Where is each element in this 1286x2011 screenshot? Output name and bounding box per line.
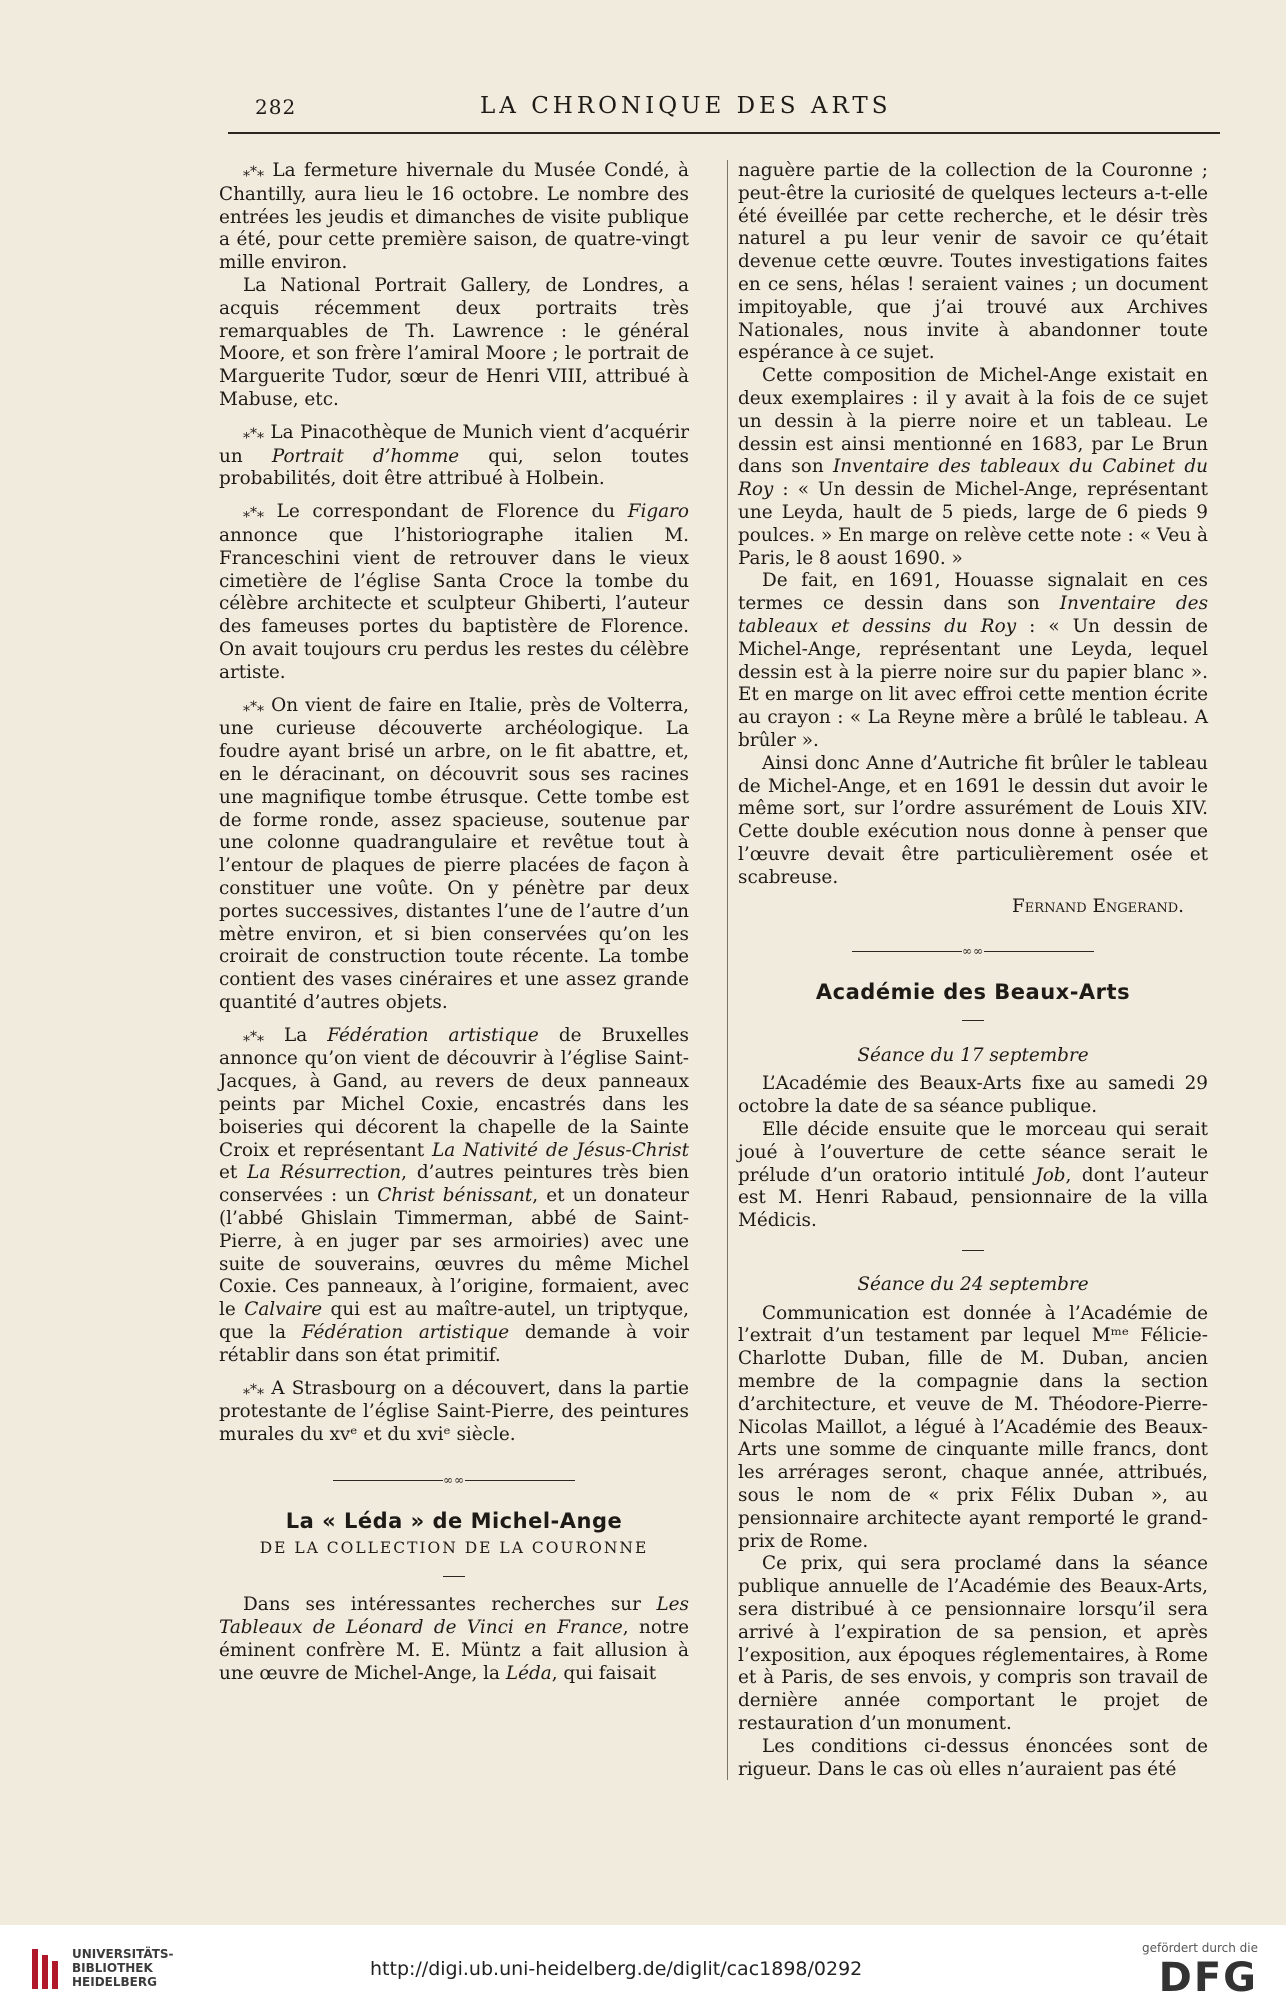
asterism: ⁎*⁎ xyxy=(243,425,264,442)
author-signature: Fernand Engerand. xyxy=(1012,895,1184,917)
session-2-paragraph-2: Ce prix, qui sera proclamé dans la séance publique annuelle de l’Académie des Beaux-Arts, sera distribué à ce pensionnaire lorsqu’il sera arrivé à l’expiration de sa pension, et après l’exposition, aux époques réglementaires, à Rome et à Paris, de ses envois, y compris son travail de dernière année comportant le projet de restauration d’un monument. xyxy=(738,1553,1208,1734)
ornamental-separator: ∞∞ xyxy=(219,1469,689,1492)
session-2-paragraph-1: Communication est donnée à l’Académie de l’extrait d’un testament par lequel Mᵐᵉ Félicie-Charlotte Duban, fille de M. Duban, ancien membre de la compagnie dans la section d’architecture, et veuve de M. Théodore-Pierre-Nicolas Maillot, a légué à l’Académie des Beaux-Arts une somme de cinquante mille francs, dont les arrérages seront, chaque année, attribués, sous le nom de « prix Félix Duban », au pensionnaire architecte ayant remporté le grand-prix de Rome. xyxy=(738,1302,1208,1552)
funded-by-label: gefördert durch die xyxy=(1142,1941,1258,1955)
asterism: ⁎*⁎ xyxy=(243,698,264,715)
session-heading-24-sept: Séance du 24 septembre xyxy=(857,1273,1089,1295)
permalink-url[interactable]: http://digi.ub.uni-heidelberg.de/diglit/cac1898/0292 xyxy=(370,1958,863,1980)
leda-article-title: La « Léda » de Michel-Ange xyxy=(285,1508,623,1533)
asterism: ⁎*⁎ xyxy=(243,505,264,522)
leda-paragraph-4: Ainsi donc Anne d’Autriche fit brûler le tableau de Michel-Ange, et en 1691 le dessin dut avoir le même sort, sur l’ordre assurément de Louis XIV. Cette double exécution nous donne à penser que l’œuvre devait être particulièrement osée et scabreuse. xyxy=(738,752,1208,888)
news-item-munich: ⁎*⁎ La Pinacothèque de Munich vient d’acquérir un Portrait d’homme qui, selon toutes probabilités, doit être attribué à Holbein. xyxy=(219,421,689,490)
ornamental-separator: ∞∞ xyxy=(738,940,1208,963)
dfg-logo: DFG xyxy=(1158,1955,1258,2001)
page-header xyxy=(220,88,1220,128)
left-column xyxy=(219,160,689,1685)
session-1-paragraph-1: L’Académie des Beaux-Arts fixe au samedi 29 octobre la date de sa séance publique. xyxy=(738,1073,1208,1118)
column-divider xyxy=(727,160,728,1780)
library-name: UNIVERSITÄTS- BIBLIOTHEK HEIDELBERG xyxy=(72,1947,174,1989)
news-item-bruxelles: ⁎*⁎ La Fédération artistique de Bruxelles annonce qu’on vient de découvrir à l’église Saint-Jacques, à Gand, au revers de deux panneaux peints par Michel Coxie, encastrés dans les boiseries qui décorent la chapelle de la Sainte Croix et représentant La Nativité de Jésus-Christ et La Résurrection, d’autres peintures très bien conservées : un Christ bénissant, et un donateur (l’abbé Ghislain Timmerman, abbé de Saint-Pierre, à en juger par ses armoiries) avec une suite de souverains, œuvres du même Michel Coxie. Ces panneaux, à l’origine, formaient, avec le Calvaire qui est au maître-autel, un triptyque, que la Fédération artistique demande à voir rétablir dans son état primitif. xyxy=(219,1024,690,1366)
session-2-paragraph-3: Les conditions ci-dessus énoncées sont de rigueur. Dans le cas où elles n’auraient pas été xyxy=(738,1735,1208,1780)
session-heading-17-sept: Séance du 17 septembre xyxy=(857,1044,1089,1066)
leda-paragraph: Dans ses intéressantes recherches sur Les Tableaux de Léonard de Vinci en France, notre éminent confrère M. E. Müntz a fait allusion à une œuvre de Michel-Ange, la Léda, qui faisait xyxy=(219,1594,689,1684)
page-number: 282 xyxy=(255,95,297,119)
running-title: LA CHRONIQUE DES ARTS xyxy=(480,93,892,119)
leda-paragraph-3: De fait, en 1691, Houasse signalait en ces termes ce dessin dans son Inventaire des tableaux et dessins du Roy : « Un dessin de Michel-Ange, représentant une Leyda, lequel dessin est à la pierre noire sur du papier blanc ». Et en marge on lit avec effroi cette mention écrite au crayon : « La Reyne mère a brûlé le tableau. A brûler ». xyxy=(738,570,1209,751)
news-item-volterra: ⁎*⁎ On vient de faire en Italie, près de Volterra, une curieuse découverte archéologique. La foudre ayant brisé un arbre, on le fit abattre, et, en le déracinant, on découvrit sous ses racines une magnifique tombe étrusque. Cette tombe est de forme ronde, assez spacieuse, soutenue par une colonne quadrangulaire et revêtue tout à l’entour de plaques de pierre placées de façon à constituer une voûte. On y pénètre par deux portes successives, distantes l’une de l’autre d’un mètre environ, et si bien conservées qu’on les croirait de construction toute récente. La tombe contient des vases cinéraires et une assez grande quantité d’autres objets. xyxy=(219,694,689,1013)
academy-title: Académie des Beaux-Arts xyxy=(815,980,1131,1005)
news-item-florence: ⁎*⁎ Le correspondant de Florence du Figaro annonce que l’historiographe italien M. Franceschini vient de retrouver dans le vieux cimetière de l’église Santa Croce la tombe du célèbre architecte et sculpteur Ghiberti, l’auteur des fameuses portes du baptistère de Florence. On avait toujours cru perdus les restes du célèbre artiste. xyxy=(219,501,689,683)
short-rule xyxy=(738,1239,1208,1262)
news-item-strasbourg: ⁎*⁎ A Strasbourg on a découvert, dans la partie protestante de l’église Saint-Pierre, des peintures murales du xvᵉ et du xviᵉ siècle. xyxy=(219,1377,689,1446)
viewer-footer xyxy=(0,1925,1286,2011)
news-item-national-portrait-gallery: La National Portrait Gallery, de Londres, a acquis récemment deux portraits très remarquables de Th. Lawrence : le général Moore, et son frère l’amiral Moore ; le portrait de Marguerite Tudor, sœur de Henri VIII, attribué à Mabuse, etc. xyxy=(219,274,689,410)
asterism: ⁎*⁎ xyxy=(243,1381,264,1398)
short-rule xyxy=(738,1010,1208,1033)
leda-continuation: naguère partie de la collection de la Couronne ; peut-être la curiosité de quelques lecteurs a-t-elle été éveillée par cette recherche, et le désir très naturel a pu leur venir de savoir ce qu’était devenue cette œuvre. Toutes investigations faites en ce sens, hélas ! seraient vaines ; un document impitoyable, que j’ai trouvé aux Archives Nationales, nous invite à abandonner toute espérance à ce sujet. xyxy=(738,160,1208,364)
header-rule xyxy=(228,132,1220,134)
news-item-conde: ⁎*⁎ La fermeture hivernale du Musée Condé, à Chantilly, aura lieu le 16 octobre. Le nombre des entrées les jeudis et dimanches de visite publique a été, pour cette première saison, de quatre-vingt mille environ. xyxy=(219,160,689,274)
asterism: ⁎*⁎ xyxy=(243,1028,264,1045)
session-1-paragraph-2: Elle décide ensuite que le morceau qui serait joué à l’ouverture de cette séance serait le prélude d’un oratorio intitulé Job, dont l’auteur est M. Henri Rabaud, pensionnaire de la villa Médicis. xyxy=(738,1119,1208,1232)
leda-article-subtitle: DE LA COLLECTION DE LA COURONNE xyxy=(259,1538,649,1557)
university-library-logo-icon xyxy=(30,1947,64,1991)
leda-paragraph-2: Cette composition de Michel-Ange existait en deux exemplaires : il y avait à la fois de ce sujet un dessin à la pierre noire et un tableau. Le dessin est ainsi mentionné en 1683, par Le Brun dans son Inventaire des tableaux du Cabinet du Roy : « Un dessin de Michel-Ange, représentant une Leyda, hault de 5 pieds, large de 6 pieds 9 poulces. » En marge on relève cette note : « Veu à Paris, le 8 aoust 1690. » xyxy=(738,365,1208,569)
right-column xyxy=(738,160,1208,1781)
short-rule xyxy=(219,1565,689,1588)
asterism: ⁎*⁎ xyxy=(243,164,264,180)
